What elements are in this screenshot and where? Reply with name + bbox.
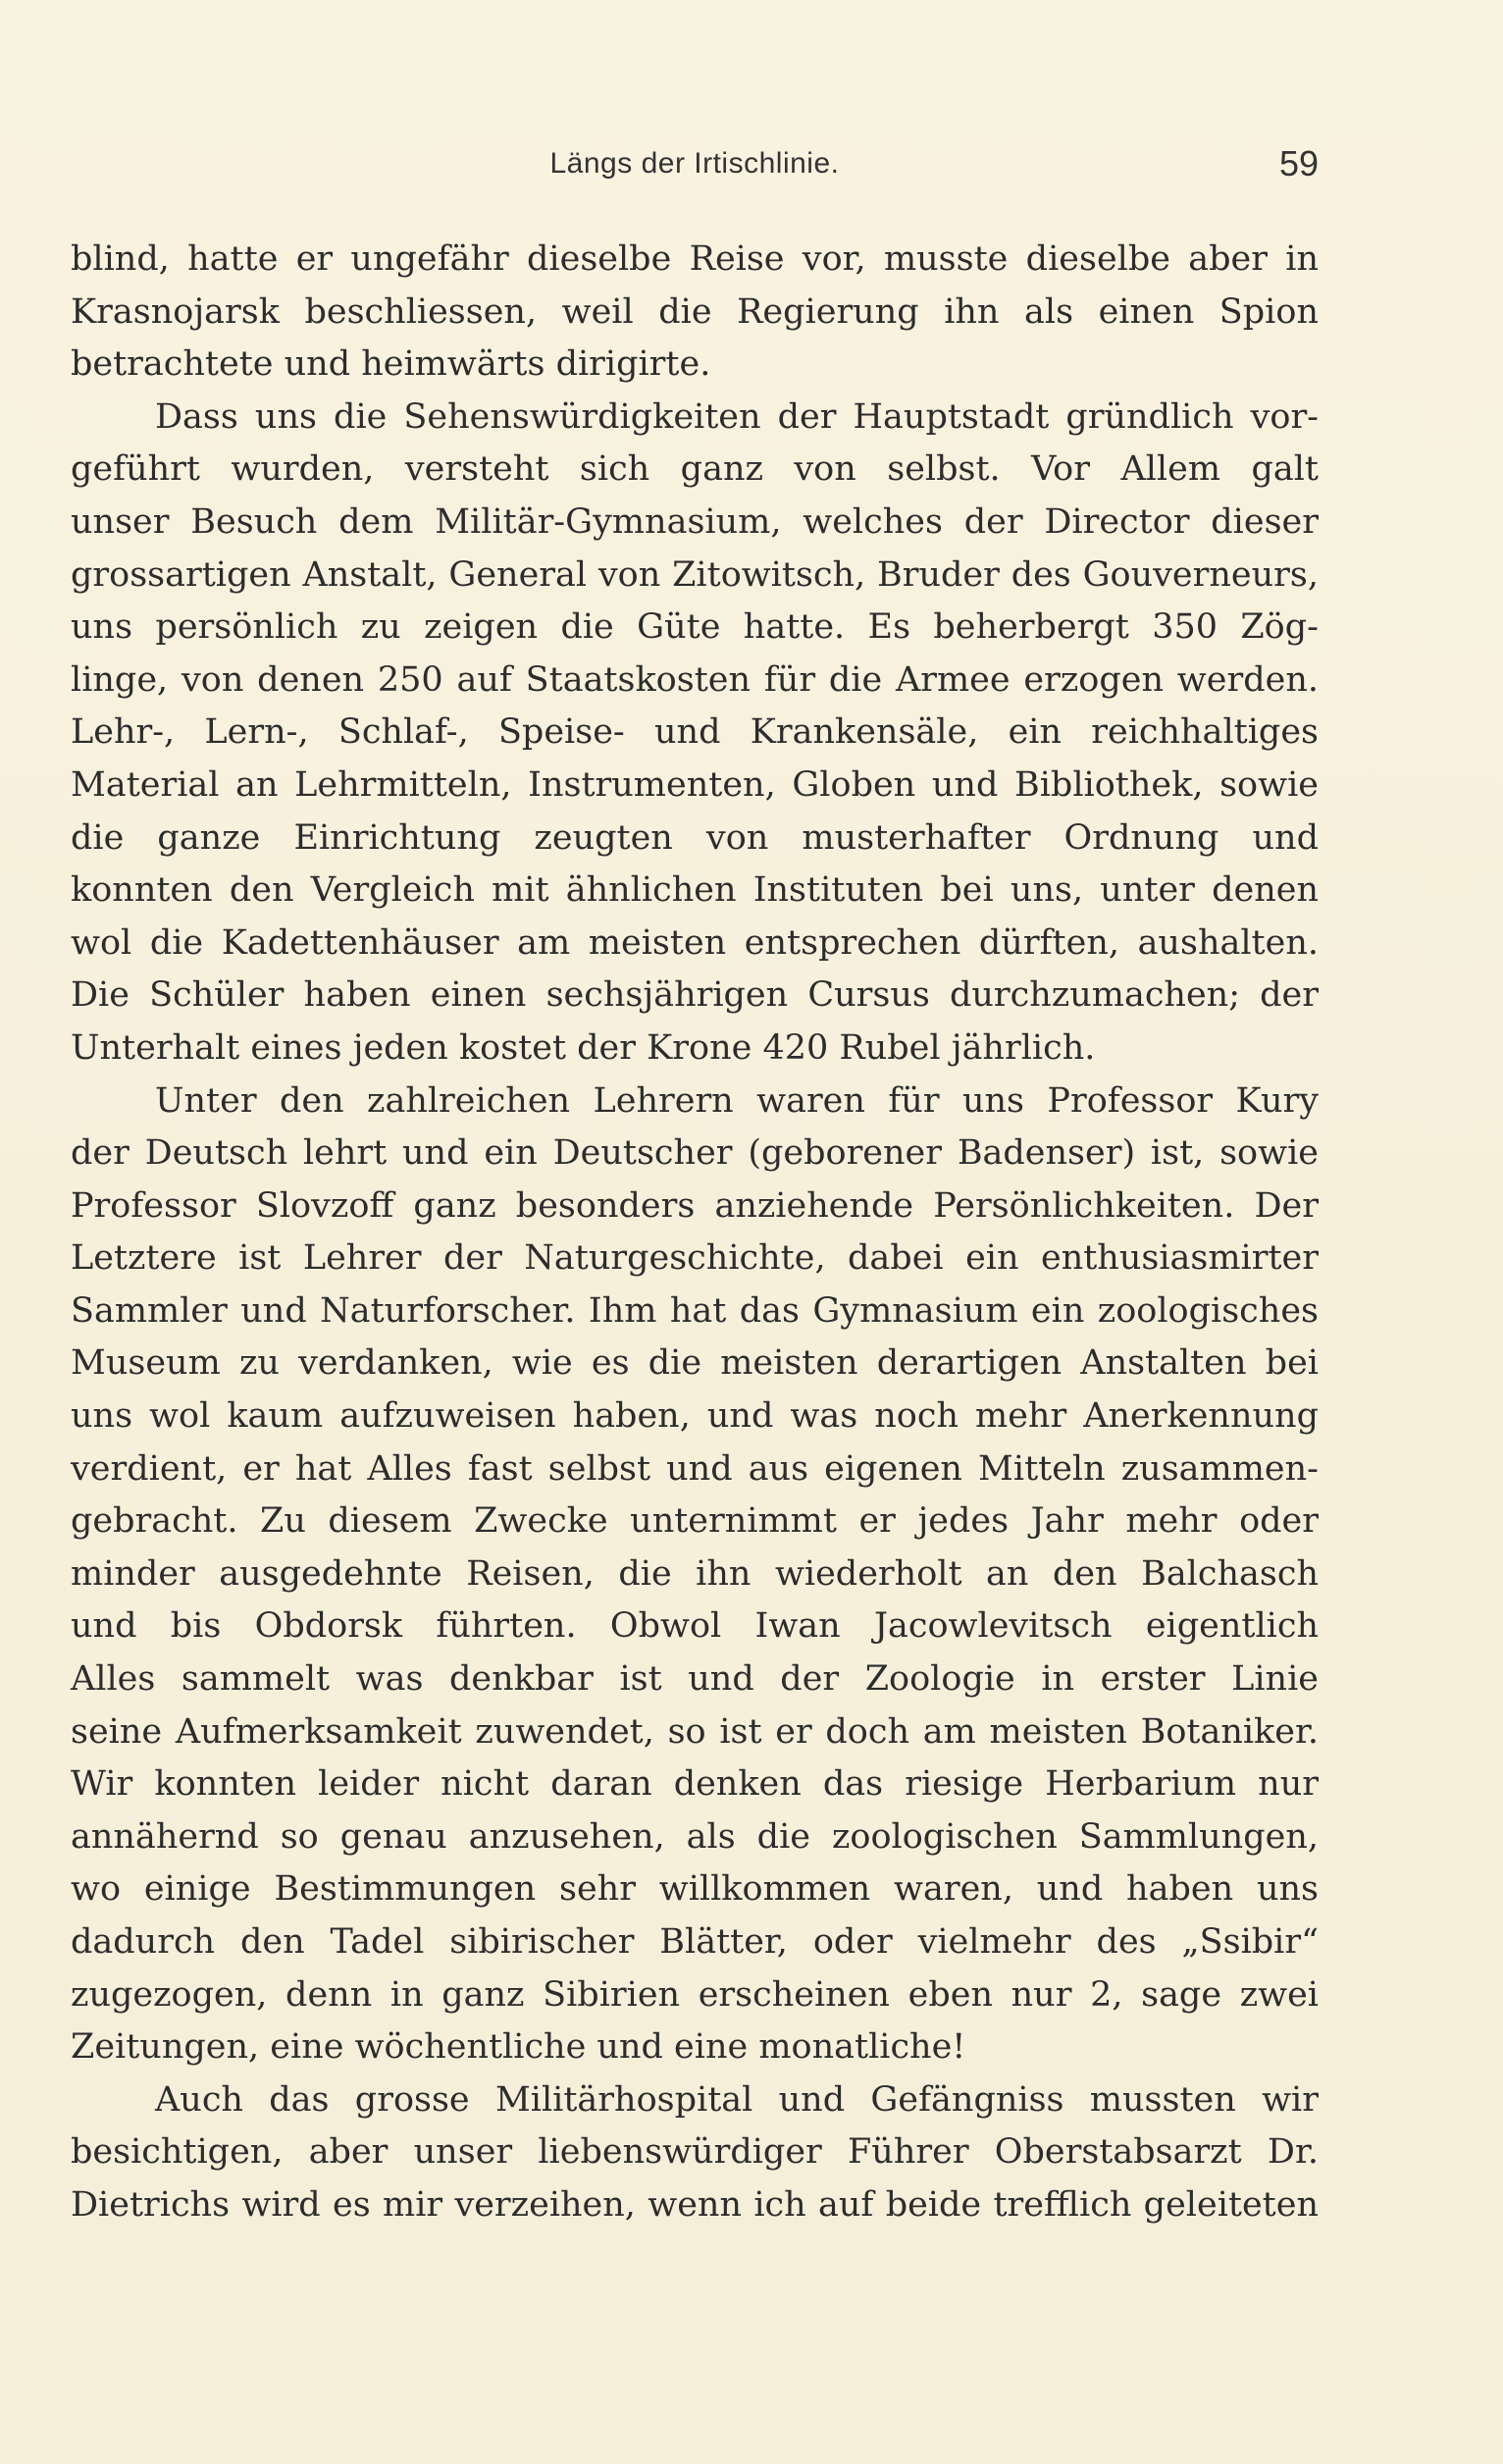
text-line: Auch das grosse Militärhospital und Gefängniss mussten wir xyxy=(155,2079,1319,2120)
text-line: Alles sammelt was denkbar ist und der Zoologie in erster Linie xyxy=(71,1659,1319,1700)
text-line: betrachtete und heimwärts dirigirte. xyxy=(71,344,711,385)
text-line: die ganze Einrichtung zeugten von musterhafter Ordnung und xyxy=(71,817,1319,858)
text-line: und bis Obdorsk führten. Obwol Iwan Jacowlevitsch eigentlich xyxy=(71,1606,1319,1647)
text-line: Dass uns die Sehenswürdigkeiten der Hauptstadt gründlich vor- xyxy=(155,396,1319,437)
text-line: geführt wurden, versteht sich ganz von selbst. Vor Allem galt xyxy=(71,449,1319,490)
text-line: uns wol kaum aufzuweisen haben, und was noch mehr Anerkennung xyxy=(71,1396,1319,1437)
running-title: Längs der Irtischlinie. xyxy=(549,147,840,180)
text-line: besichtigen, aber unser liebenswürdiger Führer Oberstabsarzt Dr. xyxy=(71,2132,1319,2173)
text-line: der Deutsch lehrt und ein Deutscher (geborener Badenser) ist, sowie xyxy=(71,1133,1319,1174)
text-line: unser Besuch dem Militär-Gymnasium, welches der Director dieser xyxy=(71,501,1319,542)
text-line: Sammler und Naturforscher. Ihm hat das Gymnasium ein zoologisches xyxy=(71,1290,1319,1331)
text-line: blind, hatte er ungefähr dieselbe Reise vor, musste dieselbe aber in xyxy=(71,239,1319,279)
text-line: Lehr-, Lern-, Schlaf-, Speise- und Krankensäle, ein reichhaltiges xyxy=(71,712,1319,753)
page-number: 59 xyxy=(1278,143,1319,183)
body-text xyxy=(71,234,1319,2232)
text-line: linge, von denen 250 auf Staatskosten für die Armee erzogen werden. xyxy=(71,659,1319,700)
text-line: Museum zu verdanken, wie es die meisten derartigen Anstalten bei xyxy=(71,1343,1319,1384)
text-line: annähernd so genau anzusehen, als die zoologischen Sammlungen, xyxy=(71,1816,1319,1857)
text-line: Zeitungen, eine wöchentliche und eine monatliche! xyxy=(71,2027,966,2068)
text-line: Letztere ist Lehrer der Naturgeschichte, dabei ein enthusiasmirter xyxy=(71,1238,1319,1279)
text-line: dadurch den Tadel sibirischer Blätter, oder vielmehr des „Ssibir“ xyxy=(71,1922,1319,1962)
text-line: Professor Slovzoff ganz besonders anziehende Persönlichkeiten. Der xyxy=(71,1185,1319,1226)
text-line: seine Aufmerksamkeit zuwendet, so ist er doch am meisten Botaniker. xyxy=(71,1711,1319,1752)
text-line: Dietrichs wird es mir verzeihen, wenn ich auf beide trefflich geleiteten xyxy=(71,2184,1319,2225)
text-line: Die Schüler haben einen sechsjährigen Cursus durchzumachen; der xyxy=(71,975,1319,1016)
text-line: Material an Lehrmitteln, Instrumenten, Globen und Bibliothek, sowie xyxy=(71,764,1319,805)
text-line: konnten den Vergleich mit ähnlichen Instituten bei uns, unter denen xyxy=(71,870,1319,911)
text-line: wo einige Bestimmungen sehr willkommen waren, und haben uns xyxy=(71,1869,1319,1910)
text-line: Krasnojarsk beschliessen, weil die Regierung ihn als einen Spion xyxy=(71,291,1319,332)
text-line: Unterhalt eines jeden kostet der Krone 420 Rubel jährlich. xyxy=(71,1027,1096,1068)
text-line: wol die Kadettenhäuser am meisten entsprechen dürften, aushalten. xyxy=(71,922,1319,963)
text-line: gebracht. Zu diesem Zwecke unternimmt er jedes Jahr mehr oder xyxy=(71,1501,1319,1542)
text-line: minder ausgedehnte Reisen, die ihn wiederholt an den Balchasch xyxy=(71,1553,1319,1594)
text-line: Wir konnten leider nicht daran denken das riesige Herbarium nur xyxy=(71,1764,1319,1805)
text-line: uns persönlich zu zeigen die Güte hatte. Es beherbergt 350 Zög- xyxy=(71,607,1319,648)
text-line: Unter den zahlreichen Lehrern waren für uns Professor Kury xyxy=(155,1080,1319,1121)
text-line: verdient, er hat Alles fast selbst und aus eigenen Mitteln zusammen- xyxy=(71,1448,1319,1489)
running-header xyxy=(71,143,1319,196)
text-line: grossartigen Anstalt, General von Zitowitsch, Bruder des Gouverneurs, xyxy=(71,554,1319,595)
text-line: zugezogen, denn in ganz Sibirien erscheinen eben nur 2, sage zwei xyxy=(71,1974,1319,2015)
